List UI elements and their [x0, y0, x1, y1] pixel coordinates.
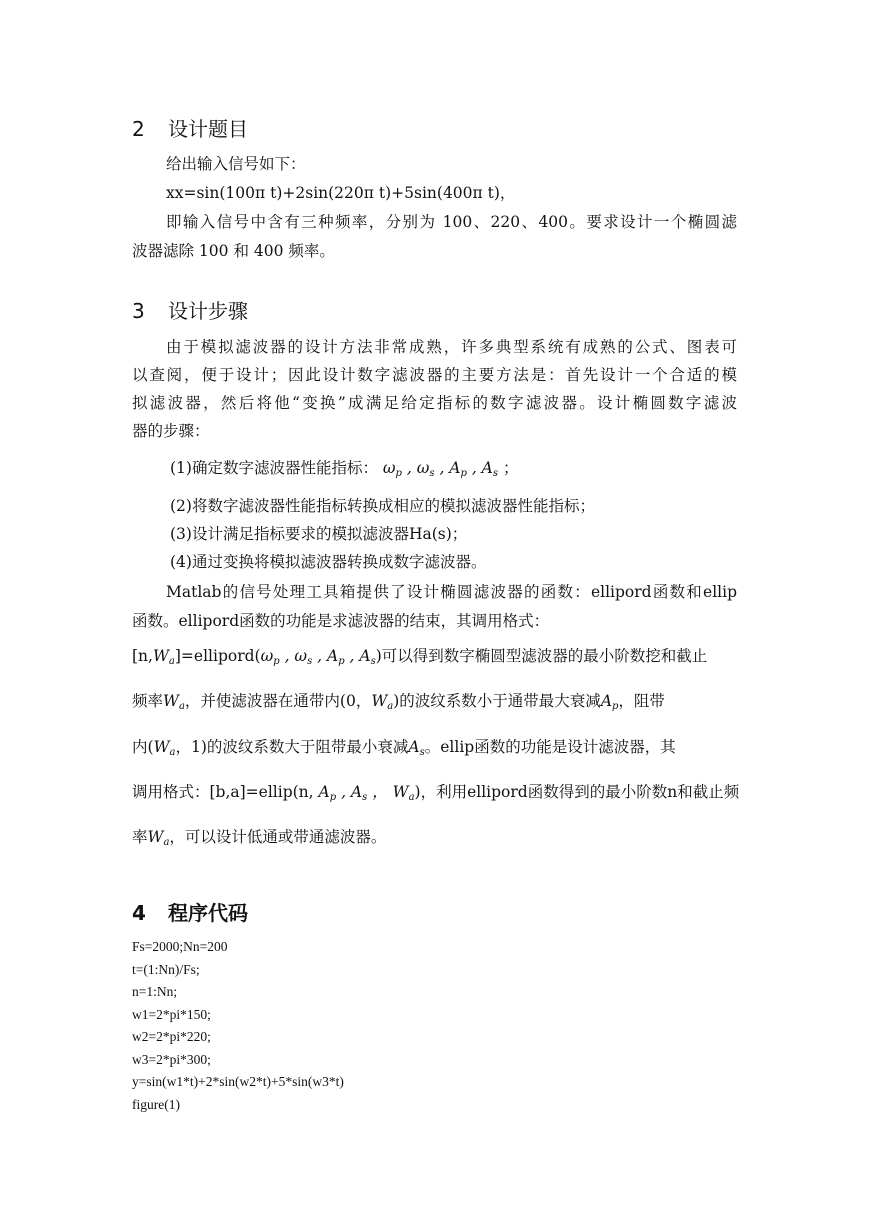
text-run: ，1)的波纹系数大于阻带最小衰减 — [175, 738, 409, 756]
text-run: ]=ellipord( — [174, 647, 261, 665]
symbol-wa: $W_a$ — [371, 692, 394, 712]
code-block — [132, 936, 344, 1116]
text-run: 。ellip函数的功能是设计滤波器，其 — [424, 738, 676, 756]
punctuation: ； — [502, 459, 519, 477]
text-run: )可以得到数字椭圆型滤波器的最小阶数挖和截止 — [375, 647, 708, 665]
text-run: 频率 — [132, 692, 164, 710]
paragraph-line: 函数。ellipord函数的功能是求滤波器的结束，其调用格式： — [132, 612, 550, 630]
paragraph-line: Matlab的信号处理工具箱提供了设计椭圆滤波器的函数：ellipord函数和ellip — [166, 583, 737, 601]
symbol-wa: $W_a$ — [147, 828, 170, 848]
spec-symbols: $A_p$ , $A_s$ ， $W_a$ — [313, 783, 415, 803]
section-3-heading — [132, 298, 248, 324]
text-run: 率 — [132, 828, 148, 846]
signal-formula: xx=sin(100π t)+2sin(220π t)+5sin(400π t)， — [166, 184, 516, 202]
section-title: 程序代码 — [168, 901, 248, 925]
ellip-call-line — [132, 781, 739, 803]
symbol-wa: $W_a$ — [153, 738, 176, 758]
paragraph-line: 器的步骤： — [132, 422, 210, 440]
paragraph-line: 由于模拟滤波器的设计方法非常成熟，许多典型系统有成熟的公式、图表可 — [166, 338, 737, 356]
symbol-wa: $W_a$ — [152, 647, 175, 667]
text-run: [n, — [132, 647, 153, 665]
symbol-as: $A_s$ — [408, 738, 425, 758]
section-number: 2 — [132, 117, 145, 141]
text-run: )，利用ellipord函数得到的最小阶数n和截止频 — [414, 783, 740, 801]
paragraph-line: 波器滤除 100 和 400 频率。 — [132, 242, 335, 260]
code-line: y=sin(w1*t)+2*sin(w2*t)+5*sin(w3*t) — [132, 1074, 344, 1089]
text-run: 调用格式：[b,a]=ellip(n, — [132, 783, 314, 801]
code-line: w3=2*pi*300; — [132, 1051, 211, 1067]
step-4: (4)通过变换将模拟滤波器转换成数字滤波器。 — [170, 553, 487, 571]
code-line: Fs=2000;Nn=200 — [132, 939, 228, 954]
step-3: (3)设计满足指标要求的模拟滤波器Ha(s)； — [170, 525, 468, 543]
step-1-text: (1)确定数字滤波器性能指标： — [170, 459, 378, 477]
code-line: n=1:Nn; — [132, 984, 178, 999]
section-title: 设计步骤 — [168, 299, 248, 323]
code-line: t=(1:Nn)/Fs; — [132, 961, 200, 977]
code-line: figure(1) — [132, 1096, 180, 1112]
text-run: ，阻带 — [618, 692, 665, 710]
symbol-wa: $W_a$ — [163, 692, 185, 712]
symbol-ap: $A_p$ — [600, 692, 619, 712]
spec-symbols: $\omega_p$ , $\omega_s$ , $A_p$ , $A_s$ — [377, 459, 499, 479]
text-run: ，可以设计低通或带通滤波器。 — [169, 828, 387, 846]
paragraph-line — [132, 826, 386, 848]
section-4-heading — [132, 900, 248, 926]
step-1 — [170, 457, 518, 479]
code-line: w2=2*pi*220; — [132, 1029, 211, 1044]
step-2: (2)将数字滤波器性能指标转换成相应的模拟滤波器性能指标； — [170, 497, 595, 515]
section-number: 3 — [132, 299, 145, 323]
text-run: )的波纹系数小于通带最大衰减 — [393, 692, 601, 710]
section-title: 设计题目 — [168, 117, 248, 141]
paragraph-line: 以查阅，便于设计；因此设计数字滤波器的主要方法是：首先设计一个合适的模 — [132, 366, 737, 384]
section-number: 4 — [132, 901, 146, 925]
paragraph-line: 即输入信号中含有三种频率，分别为 100、220、400。要求设计一个椭圆滤 — [166, 213, 737, 231]
text-run: 内( — [132, 738, 154, 756]
cutoff-frequency-line — [132, 690, 665, 712]
paragraph-line: 拟滤波器，然后将他“变换”成满足给定指标的数字滤波器。设计椭圆数字滤波 — [132, 394, 737, 412]
paragraph: 给出输入信号如下： — [166, 155, 306, 173]
stopband-line — [132, 736, 676, 758]
ellipord-call-line — [132, 645, 707, 667]
section-2-heading — [132, 116, 248, 142]
spec-symbols: $\omega_p$ , $\omega_s$ , $A_p$ , $A_s$ — [260, 647, 376, 667]
text-run: ，并使滤波器在通带内(0， — [184, 692, 372, 710]
code-line: w1=2*pi*150; — [132, 1006, 211, 1022]
